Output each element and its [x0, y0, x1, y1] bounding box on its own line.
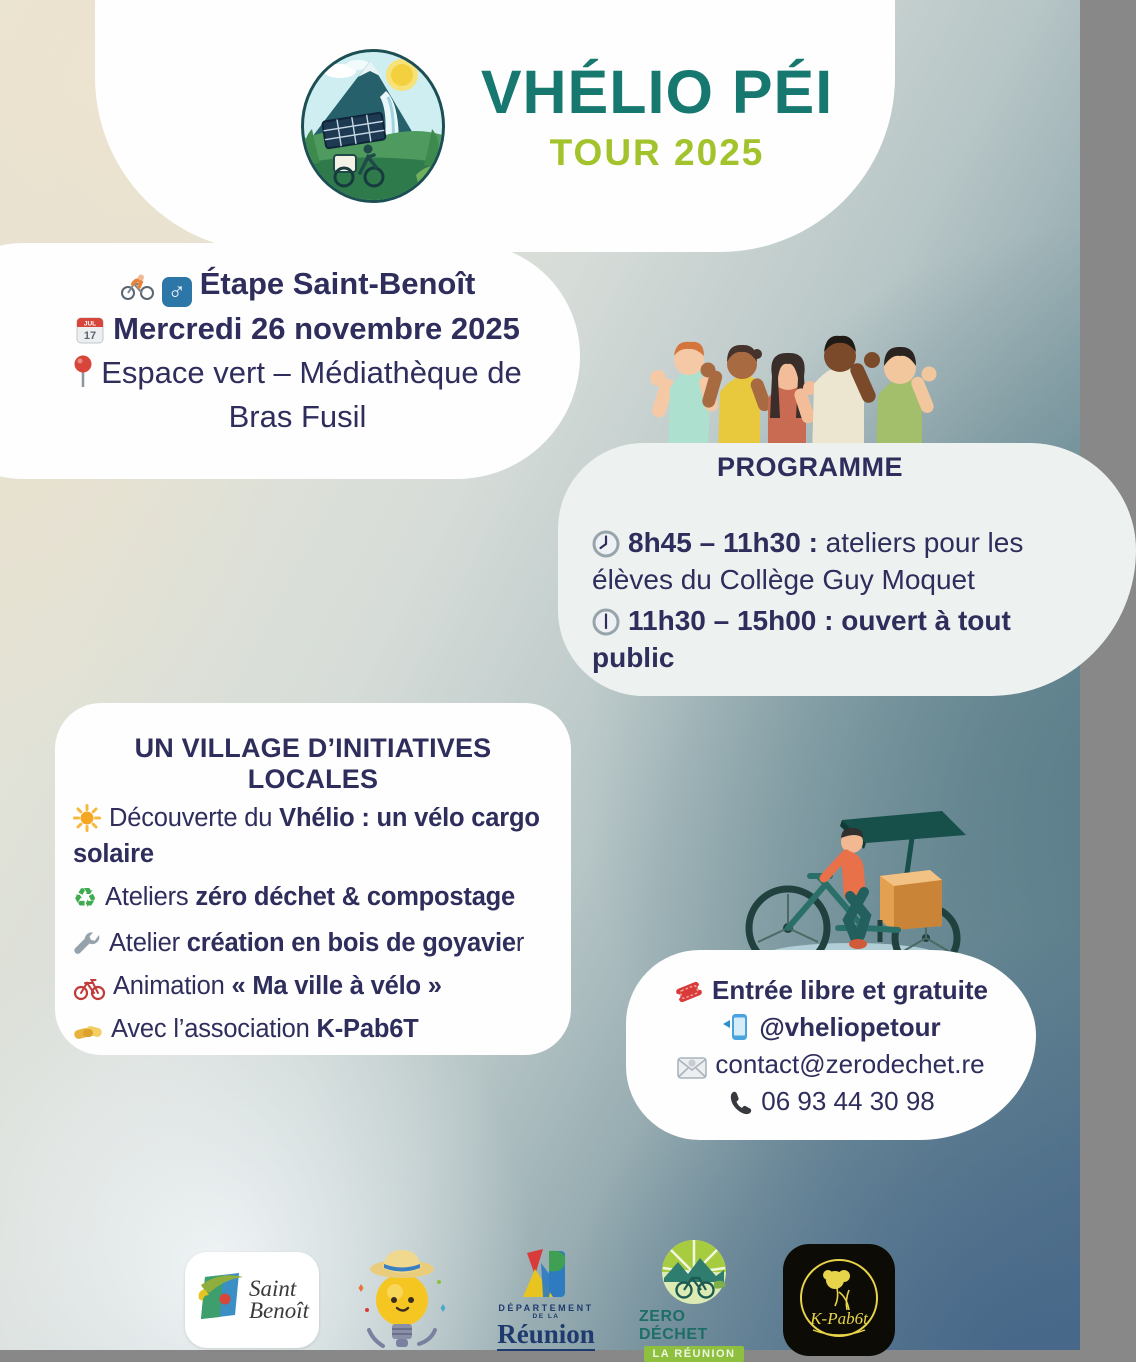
village-item-bold: création en bois de goyavie: [186, 928, 516, 957]
programme-item-1: [592, 525, 1097, 599]
programme-item-1-desc: ateliers pour les élèves du Collège Guy Moquet: [592, 527, 1024, 595]
contact-social-row: [646, 1009, 1016, 1046]
programme-items: [592, 525, 1097, 681]
contact-phone-row: [646, 1083, 1016, 1120]
event-location-line1: Espace vert – Médiathèque de: [101, 355, 522, 391]
male-sign-icon: ♂: [162, 277, 192, 307]
event-date-row: [15, 307, 580, 351]
village-item-bold: « Ma ville à vélo »: [231, 971, 442, 1000]
lightbulb-mascot: [353, 1244, 453, 1356]
poster-title: VHÉLIO PÉI: [480, 58, 834, 126]
event-stage-row: [15, 262, 580, 307]
bicycle-icon: [73, 976, 105, 1000]
village-item-vhelio: [73, 800, 559, 872]
zero-dechet-text: ZERO DÉCHET: [639, 1308, 708, 1343]
village-item-text: Découverte du: [109, 804, 280, 832]
clock-icon: [592, 530, 620, 558]
svg-text:17: 17: [84, 330, 97, 342]
village-item-text: Ateliers: [105, 883, 196, 912]
village-heading: UN VILLAGE D’INITIATIVES LOCALES: [134, 733, 492, 794]
handshake-icon: [73, 1021, 103, 1043]
programme-item-2-time: 11h30 – 15h00 :: [628, 604, 834, 636]
village-item-bold: K-Pab6T: [316, 1015, 419, 1044]
departement-reunion-emblem: [519, 1249, 573, 1299]
kpab6t-emblem: [791, 1252, 887, 1348]
ticket-icon: [674, 979, 704, 1005]
village-items: [73, 800, 559, 1054]
village-item-bold: zéro déchet & compostage: [195, 883, 516, 912]
departement-text-line2: DE LA: [532, 1312, 560, 1320]
event-location-row: [15, 351, 580, 395]
village-item-zerodechet: [73, 879, 559, 917]
departement-text-line1: DÉPARTEMENT: [498, 1302, 594, 1313]
village-item-animation: [73, 968, 559, 1004]
village-item-text: Atelier: [109, 928, 187, 957]
saint-benoit-text-line2: Benoît: [248, 1298, 310, 1323]
vhelio-pei-logo: [298, 45, 448, 207]
contact-block: [646, 972, 1016, 1120]
programme-item-1-time: 8h45 – 11h30 :: [628, 527, 818, 558]
poster-subtitle: TOUR 2025: [549, 132, 765, 174]
kpab6t-logo: [783, 1244, 895, 1356]
village-item-text: Animation: [113, 971, 232, 1000]
departement-text-line3: Réunion: [497, 1320, 595, 1351]
contact-email: contact@zerodechet.re: [715, 1048, 985, 1079]
village-item-text: Avec l’association: [111, 1015, 317, 1044]
event-date: Mercredi 26 novembre 2025: [113, 311, 520, 346]
wrench-icon: [73, 931, 101, 957]
village-item-association: [73, 1011, 559, 1047]
phone-icon: [727, 1090, 753, 1116]
village-item-goyavier: [73, 925, 559, 961]
programme-item-2-desc: ouvert à tout public: [592, 604, 1011, 673]
contact-entry: Entrée libre et gratuite: [712, 975, 988, 1005]
people-waving-illustration: [648, 326, 950, 456]
email-icon: [677, 1057, 707, 1079]
saint-benoit-logo: [185, 1252, 319, 1348]
saint-benoit-flag: [195, 1269, 247, 1331]
zero-dechet-banner: LA RÉUNION: [644, 1346, 743, 1362]
zero-dechet-logo: [639, 1238, 749, 1362]
partner-logos-row: [0, 1238, 1080, 1362]
departement-reunion-logo: [487, 1249, 605, 1351]
calendar-icon: [75, 314, 105, 345]
mobile-phone-arrow-icon: [721, 1012, 751, 1042]
kpab6t-text: K-Pab6t: [810, 1309, 868, 1328]
cyclist-icon: [120, 274, 154, 300]
recycle-icon: ♻: [73, 883, 98, 914]
contact-email-row: [646, 1046, 1016, 1083]
zero-dechet-emblem: [658, 1238, 730, 1306]
contact-entry-row: [646, 972, 1016, 1009]
contact-social: @vheliopetour: [759, 1011, 941, 1042]
clock-icon: [592, 608, 620, 636]
programme-heading: PROGRAMME: [717, 452, 903, 482]
solar-cargo-bike-illustration: [730, 780, 982, 976]
location-pin-icon: [73, 355, 93, 389]
village-item-bold: Vhélio : un vélo cargo solaire: [73, 804, 540, 869]
event-info-block: [15, 262, 580, 439]
sun-icon: [73, 804, 101, 832]
event-location-line2: Bras Fusil: [228, 399, 367, 435]
programme-item-2: [592, 603, 1097, 677]
svg-text:JUL: JUL: [84, 320, 97, 328]
saint-benoit-text-line1: Saint: [248, 1276, 297, 1302]
village-item-suffix: r: [515, 928, 525, 957]
event-stage: Étape Saint-Benoît: [199, 266, 476, 301]
contact-phone: 06 93 44 30 98: [761, 1085, 935, 1116]
